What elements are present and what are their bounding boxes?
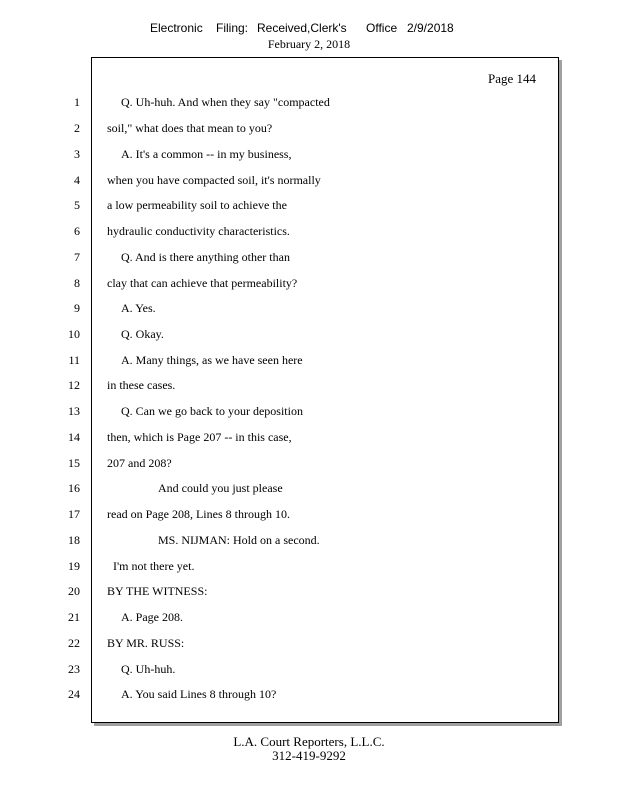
line-text-14: then, which is Page 207 -- in this case, [107,430,292,444]
line-text-16: And could you just please [158,481,283,495]
line-number-12: 12 [68,378,80,392]
line-number-22: 22 [68,636,80,650]
filing-word-filing: Filing: [216,21,249,35]
line-text-4: when you have compacted soil, it's normally [107,173,321,187]
line-number-16: 16 [68,481,80,495]
line-text-3: A. It's a common -- in my business, [121,147,292,161]
line-number-13: 13 [68,404,80,418]
line-number-18: 18 [68,533,80,547]
footer-phone: 312-419-9292 [272,748,346,763]
line-number-2: 2 [74,121,80,135]
line-number-19: 19 [68,559,80,573]
line-text-24: A. You said Lines 8 through 10? [121,687,277,701]
line-text-10: Q. Okay. [121,327,164,341]
filing-word-office: Office [366,21,398,35]
line-number-15: 15 [68,456,80,470]
line-number-10: 10 [68,327,80,341]
line-text-6: hydraulic conductivity characteristics. [107,224,290,238]
line-number-11: 11 [68,353,80,367]
line-number-21: 21 [68,610,80,624]
filing-word-electronic: Electronic [150,21,203,35]
line-text-17: read on Page 208, Lines 8 through 10. [107,507,290,521]
line-text-11: A. Many things, as we have seen here [121,353,303,367]
line-text-15: 207 and 208? [107,456,172,470]
line-text-19: I'm not there yet. [113,559,195,573]
filing-date-line: February 2, 2018 [267,37,351,51]
line-number-1: 1 [74,95,80,109]
line-text-21: A. Page 208. [121,610,183,624]
footer-company: L.A. Court Reporters, L.L.C. [233,734,385,749]
line-text-13: Q. Can we go back to your deposition [121,404,303,418]
line-number-7: 7 [74,250,80,264]
line-text-5: a low permeability soil to achieve the [107,198,287,212]
line-text-12: in these cases. [107,378,176,392]
line-number-4: 4 [74,173,80,187]
line-text-1: Q. Uh-huh. And when they say "compacted [121,95,330,109]
line-number-3: 3 [74,147,80,161]
page-number: Page 144 [487,71,536,86]
line-text-9: A. Yes. [121,301,156,315]
line-text-20: BY THE WITNESS: [107,584,208,598]
line-text-2: soil," what does that mean to you? [107,121,273,135]
line-text-22: BY MR. RUSS: [107,636,185,650]
line-text-7: Q. And is there anything other than [121,250,290,264]
line-number-5: 5 [74,198,80,212]
line-number-14: 14 [68,430,80,444]
line-text-18: MS. NIJMAN: Hold on a second. [158,533,320,547]
line-number-17: 17 [68,507,80,521]
line-number-9: 9 [74,301,80,315]
line-number-24: 24 [68,687,80,701]
line-number-8: 8 [74,276,80,290]
filing-date-stamp: 2/9/2018 [407,21,454,35]
line-number-20: 20 [68,584,80,598]
line-text-23: Q. Uh-huh. [121,662,176,676]
line-number-23: 23 [68,662,80,676]
filing-word-received-clerks: Received,Clerk's [257,21,347,35]
line-text-8: clay that can achieve that permeability? [107,276,298,290]
line-number-6: 6 [74,224,80,238]
